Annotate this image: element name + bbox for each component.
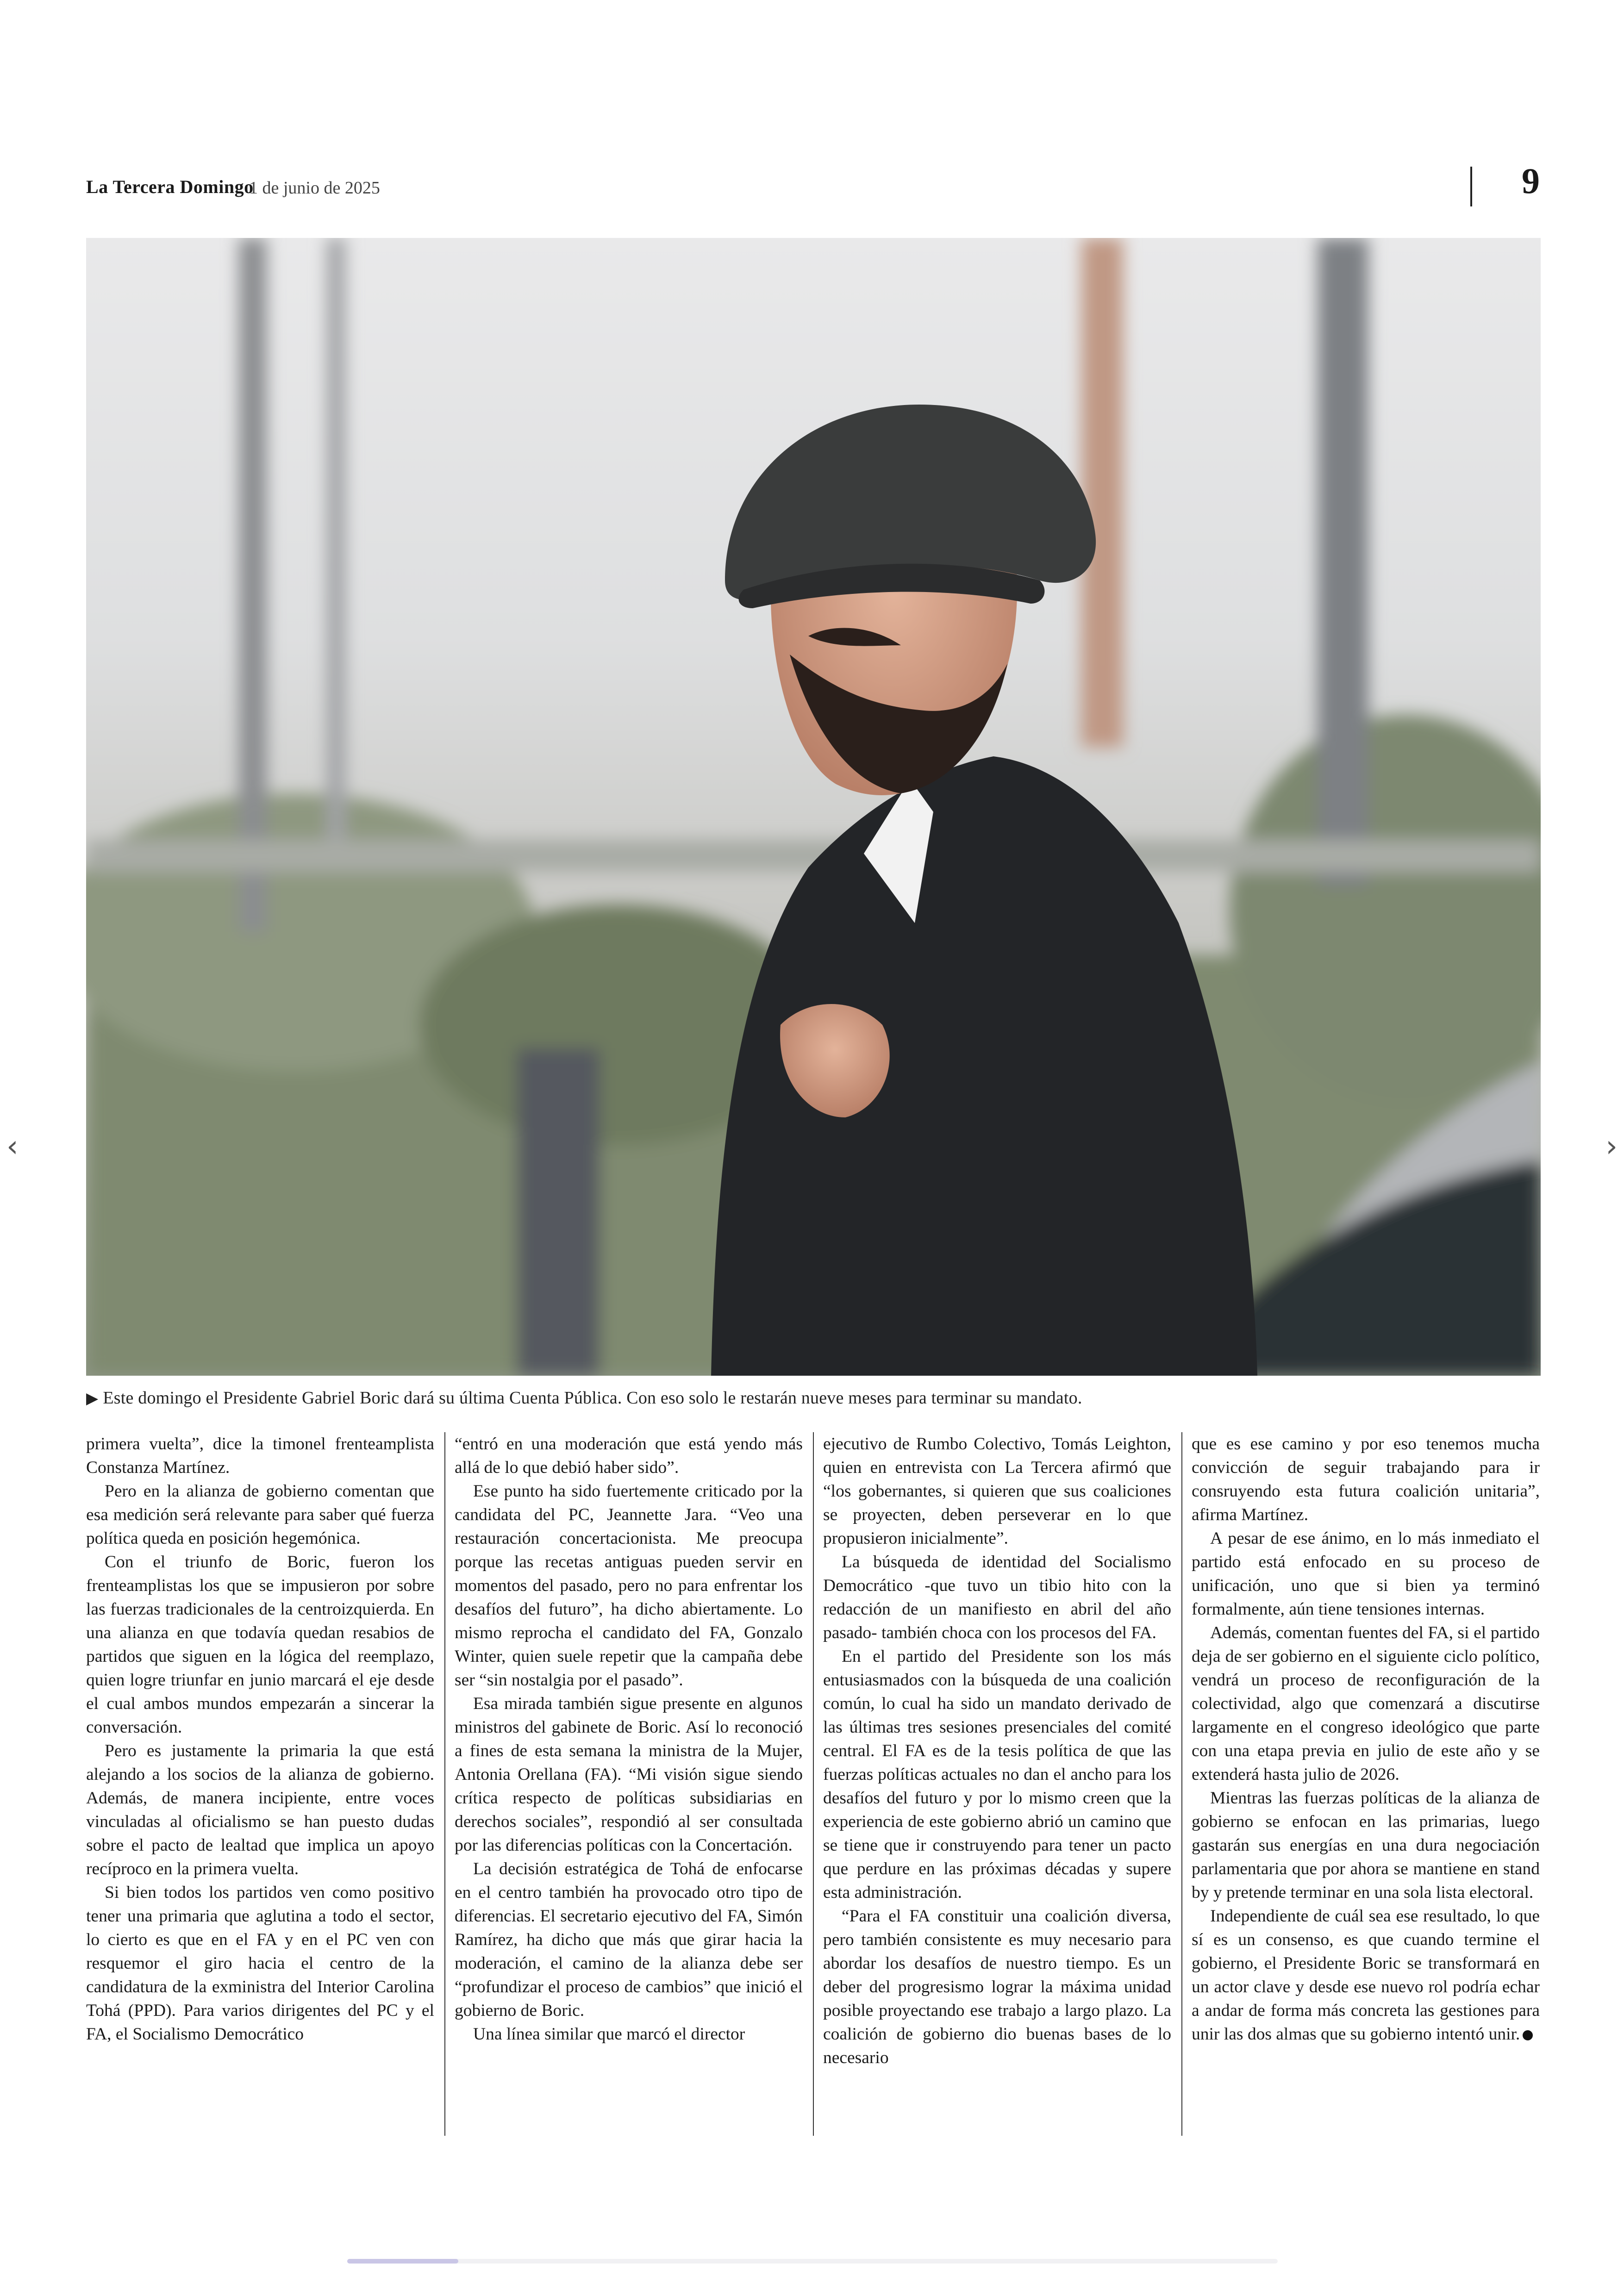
paragraph: Mientras las fuerzas políticas de la alianza de gobierno se enfocan en las primarias, luego gastarán sus energías en una dura negociación parlamentaria que por ahora se mantiene en stand by y pretende terminar en una sola lista electoral.	[1192, 1789, 1540, 1902]
page-number: 9	[1522, 161, 1540, 201]
article-body	[86, 1432, 1541, 2140]
paragraph: Con el triunfo de Boric, fueron los frenteamplistas los que se impusieron por sobre las fuerzas tradicionales de la centroizquierda. En una alianza en que todavía quedan resabios de partidos que siguen en la lógica del reemplazo, quien logre triunfar en junio marcará el eje desde el cual ambos mundos empezarán a sincerar la conversación.	[86, 1553, 434, 1737]
paragraph: Una línea similar que marcó el director	[473, 2025, 745, 2044]
paragraph: “Para el FA constituir una coalición diversa, pero también consistente es muy necesario para abordar los desafíos de nuestro tiempo. Es un deber del progresismo lograr la máxima unidad posible proyectando ese trabajo a largo plazo. La coalición de gobierno dio buenas bases de lo necesario	[823, 1907, 1171, 2067]
header-divider	[1470, 167, 1472, 206]
paragraph-text: Independiente de cuál sea ese resultado, lo que sí es un consenso, es que cuando termine el gobierno, el Presidente Boric se transformará en un actor clave y desde ese nuevo rol podría echar a andar de forma más concreta las gestiones para unir las dos almas que su gobierno intentó unir.	[1192, 1907, 1540, 2044]
horizontal-scrollbar[interactable]	[347, 2259, 1278, 2264]
article-column-1	[86, 1432, 434, 2140]
newspaper-name: La Tercera Domingo	[86, 176, 254, 197]
edition-date: 1 de junio de 2025	[249, 178, 380, 198]
paragraph: A pesar de ese ánimo, en lo más inmediato el partido está enfocado en su proceso de unificación, uno que si bien ya terminó formalmente, aún tiene tensiones internas.	[1192, 1529, 1540, 1619]
column-divider	[1181, 1432, 1182, 2136]
paragraph: En el partido del Presidente son los más entusiasmados con la búsqueda de una coalición común, lo cual ha sido un mandato derivado de las últimas tres sesiones presenciales del comité central. El FA es de la tesis política de que las fuerzas políticas actuales no dan el ancho para los desafíos del futuro y por lo mismo creen que la experiencia de este gobierno abrió un camino que se tiene que ir construyendo para tener un pacto que perdure en las próximas décadas y supere esta administración.	[823, 1647, 1171, 1902]
end-of-article-icon	[1523, 2030, 1533, 2040]
paragraph: La decisión estratégica de Tohá de enfocarse en el centro también ha provocado otro tipo de diferencias. El secretario ejecutivo del FA, Simón Ramírez, ha dicho que más que girar hacia la moderación, el camino de la alianza debe ser “profundizar el proceso de cambios” que inició el gobierno de Boric.	[455, 1859, 803, 2020]
article-column-3	[823, 1432, 1171, 2140]
paragraph: “entró en una moderación que está yendo más allá de lo que debió haber sido”.	[455, 1434, 803, 1477]
paragraph: Pero en la alianza de gobierno comentan que esa medición será relevante para saber qué fuerza política queda en posición hegemónica.	[86, 1482, 434, 1548]
article-column-4	[1192, 1432, 1540, 2140]
column-divider	[444, 1432, 445, 2136]
paragraph: Ese punto ha sido fuertemente criticado por la candidata del PC, Jeannette Jara. “Veo una restauración concertacionista. Me preocupa porque las recetas antiguas pueden servir en momentos del pasado, pero no para enfrentar los desafíos del futuro”, ha dicho abiertamente. Lo mismo reprocha el candidato del FA, Gonzalo Winter, quien suele repetir que la campaña debe ser “sin nostalgia por el pasado”.	[455, 1482, 803, 1690]
article-column-2	[455, 1432, 803, 2140]
paragraph: Esa mirada también sigue presente en algunos ministros del gabinete de Boric. Así lo reconoció a fines de esta semana la ministra de la Mujer, Antonia Orellana (FA). “Mi visión sigue siendo crítica respecto de políticas subsidiarias en derechos sociales”, respondió al ser consultada por las diferencias políticas con la Concertación.	[455, 1694, 803, 1855]
paragraph: Además, comentan fuentes del FA, si el partido deja de ser gobierno en el siguiente ciclo político, vendrá un proceso de reconfiguración de la colectividad, algo que comenzará a discutirse largamente en el congreso ideológico que parte con una etapa previa en julio de este año y se extenderá hasta julio de 2026.	[1192, 1623, 1540, 1784]
article-photo	[86, 238, 1541, 1376]
chevron-right-icon[interactable]: ›	[1605, 1129, 1618, 1164]
paragraph: La búsqueda de identidad del Socialismo Democrático -que tuvo un tibio hito con la redacción de un manifiesto en abril del año pasado- también choca con los procesos del FA.	[823, 1553, 1171, 1642]
paragraph: que es ese camino y por eso tenemos mucha convicción de seguir trabajando para ir consruyendo esta futura coalición unitaria”, afirma Martínez.	[1192, 1434, 1540, 1524]
paragraph-final	[1192, 1904, 1540, 2046]
photo-caption	[86, 1388, 1541, 1408]
paragraph: ejecutivo de Rumbo Colectivo, Tomás Leighton, quien en entrevista con La Tercera afirmó que “los gobernantes, si quieren que sus coaliciones se proyecten, deben perseverar en lo que propusieron inicialmente”.	[823, 1434, 1171, 1548]
paragraph: primera vuelta”, dice la timonel frenteamplista Constanza Martínez.	[86, 1434, 434, 1477]
triangle-right-icon: ▶	[86, 1390, 99, 1407]
chevron-left-icon[interactable]: ‹	[6, 1129, 19, 1164]
paragraph: Si bien todos los partidos ven como positivo tener una primaria que aglutina a todo el sector, lo cierto es que en el FA y en el PC ven con resquemor el giro hacia el centro de la candidatura de la exministra del Interior Carolina Tohá (PPD). Para varios dirigentes del PC y el FA, el Socialismo Democrático	[86, 1883, 434, 2044]
paragraph: Pero es justamente la primaria la que está alejando a los socios de la alianza de gobierno. Además, de manera incipiente, entre voces vinculadas al oficialismo se han puesto dudas sobre el pacto de lealtad que implica un apoyo recíproco en la primera vuelta.	[86, 1741, 434, 1878]
page-header	[86, 161, 1540, 213]
scrollbar-thumb[interactable]	[347, 2259, 458, 2264]
column-divider	[813, 1432, 814, 2136]
photo-illustration	[86, 238, 1541, 1376]
photo-caption-text: Este domingo el Presidente Gabriel Boric dará su última Cuenta Pública. Con eso solo le restarán nueve meses para terminar su mandato.	[103, 1388, 1082, 1408]
